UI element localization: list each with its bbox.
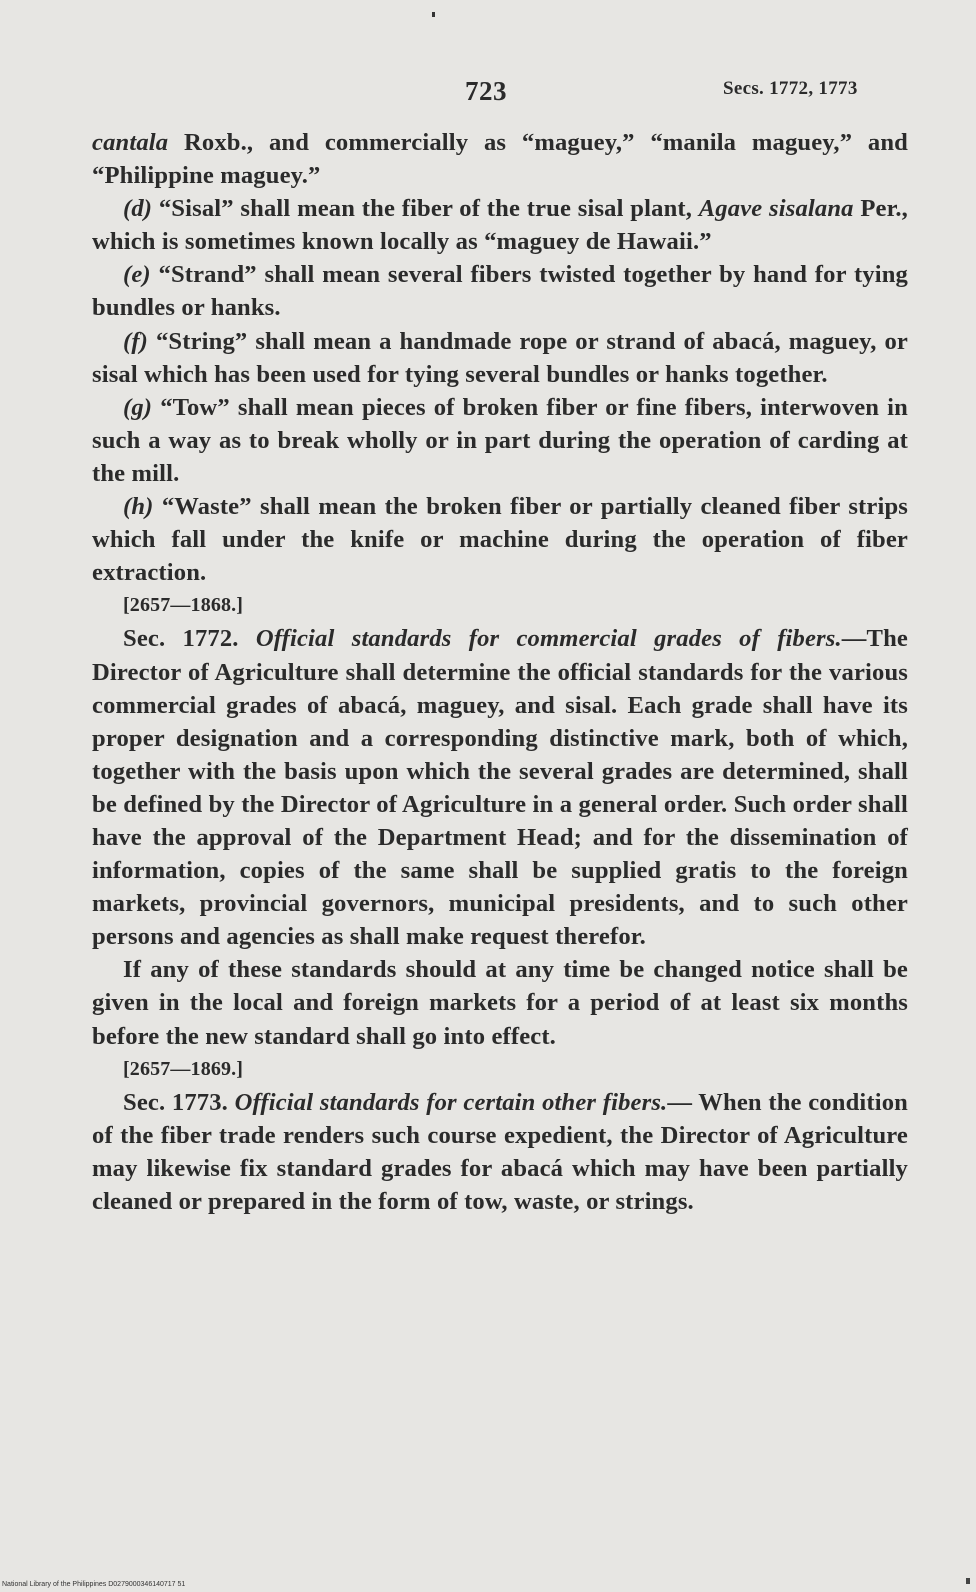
paragraph-letter: (e)	[123, 261, 151, 289]
paragraph-f: (f) “String” shall mean a handmade rope or strand of abacá, maguey, or sisal which has been used for tying several bundles or hanks together.	[92, 327, 908, 388]
section-label: Sec. 1772.	[123, 625, 239, 653]
section-title: Official standards for commercial grades of fibers.	[238, 625, 842, 653]
italic-species-name: Agave sisalana	[698, 195, 854, 223]
scan-speck	[432, 12, 435, 17]
scan-corner-mark	[966, 1578, 970, 1584]
section-label: Sec. 1773.	[123, 1088, 228, 1116]
paragraph-e: (e) “Strand” shall mean several fibers twisted together by hand for tying bundles or hanks.	[92, 261, 908, 322]
citation: [2657—1869.]	[123, 1057, 244, 1080]
paragraph-h: (h) “Waste” shall mean the broken fiber or partially cleaned fiber strips which fall under the knife or machine during the operation of fiber extraction.	[92, 493, 908, 587]
paragraph-letter: (h)	[123, 493, 154, 521]
scan-footer: National Library of the Philippines D0279000346140717 51	[2, 1581, 186, 1588]
paragraph-d: (d) “Sisal” shall mean the fiber of the true sisal plant, Agave sisalana Per., which is sometimes known locally as “maguey de Hawaii.”	[92, 195, 908, 256]
section-title: Official standards for certain other fibers.	[227, 1088, 668, 1116]
paragraph-letter: (d)	[123, 195, 153, 223]
section-1772: Sec. 1772. Official standards for commercial grades of fibers.—The Director of Agriculture shall determine the official standards for the various commercial grades of abacá, maguey, and sisal. Each grade shall have its proper designation and a corresponding distinctive mark, both of which, together with the basis upon which the several grades are determined, shall be defined by the Director of Agriculture in a general order. Such order shall have the approval of the Department Head; and for the dissemination of information, copies of the same shall be supplied gratis to the foreign markets, provincial governors, municipal presidents, and to such other persons and agencies as shall make request therefor.	[92, 625, 908, 951]
citation: [2657—1868.]	[123, 594, 244, 617]
body-text	[92, 126, 908, 1218]
paragraph-g: (g) “Tow” shall mean pieces of broken fiber or fine fibers, interwoven in such a way as to break wholly or in part during the operation of carding at the mill.	[92, 393, 908, 487]
section-1773: Sec. 1773. Official standards for certain other fibers.— When the condition of the fiber trade renders such course expedient, the Director of Agriculture may likewise fix standard grades for abacá which may have been partially cleaned or prepared in the form of tow, waste, or strings.	[92, 1088, 908, 1215]
page-number: 723	[465, 76, 507, 106]
italic-species-name: cantala	[92, 129, 169, 156]
section-1772-paragraph-2: If any of these standards should at any time be changed notice shall be given in the local and foreign markets for a period of at least six months before the new standard shall go into effect.	[92, 956, 908, 1050]
paragraph-c-continuation: cantala Roxb., and commercially as “maguey,” “manila maguey,” and “Philippine maguey.”	[92, 129, 908, 190]
paragraph-letter: (g)	[123, 393, 153, 421]
paragraph-letter: (f)	[123, 327, 149, 355]
running-head: Secs. 1772, 1773	[723, 78, 858, 99]
